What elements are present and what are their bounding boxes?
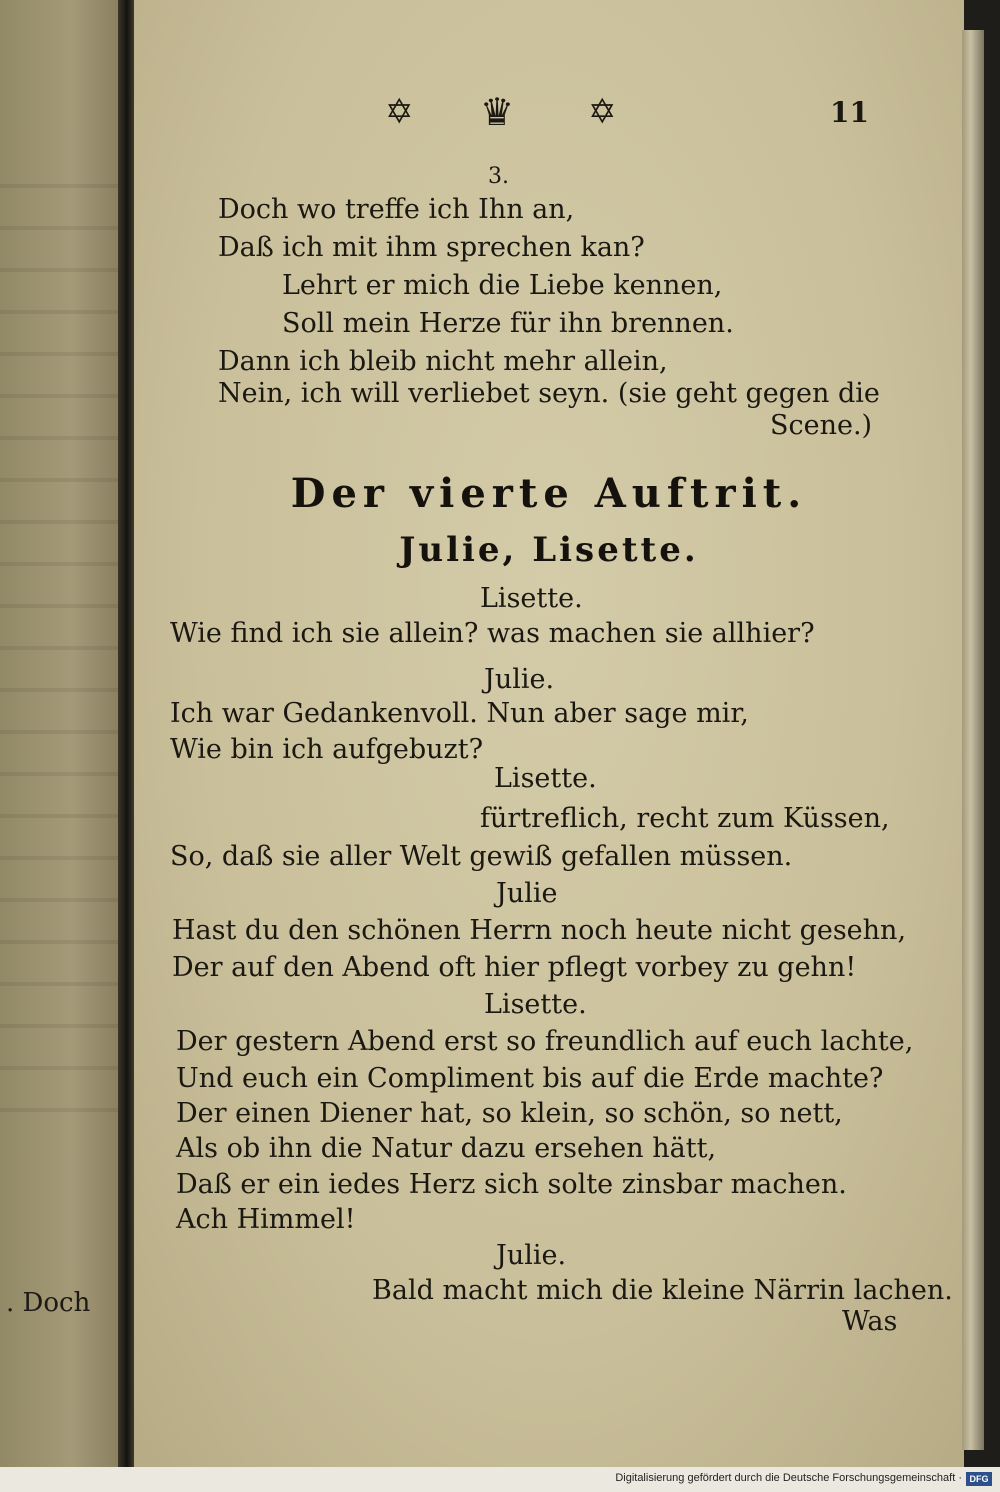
- dialogue-line: Daß er ein iedes Herz sich solte zinsbar machen.: [176, 1169, 847, 1200]
- speaker-name: Julie.: [484, 664, 555, 695]
- dialogue-line: Wie find ich sie allein? was machen sie allhier?: [170, 618, 815, 649]
- dialogue-line: Und euch ein Compliment bis auf die Erde machte?: [176, 1063, 884, 1094]
- dialogue-line: So, daß sie aller Welt gewiß gefallen müssen.: [170, 841, 793, 872]
- verse-line: Doch wo treffe ich Ihn an,: [218, 194, 575, 225]
- speaker-name: Lisette.: [480, 583, 583, 614]
- dialogue-line: Hast du den schönen Herrn noch heute nicht gesehn,: [172, 915, 907, 946]
- speaker-name: Julie.: [496, 1240, 567, 1271]
- footer-bar: [0, 1467, 1000, 1492]
- crown-ornament-icon: ♛: [480, 90, 515, 134]
- left-page-fragment: . Doch: [6, 1288, 91, 1318]
- speaker-name: Lisette.: [494, 763, 597, 794]
- bleed-through-texture: [0, 150, 120, 1150]
- funding-credit: Digitalisierung gefördert durch die Deutsche Forschungsgemeinschaft ·: [615, 1472, 962, 1484]
- dialogue-line: Der auf den Abend oft hier pflegt vorbey zu gehn!: [172, 952, 857, 983]
- dialogue-line: Ich war Gedankenvoll. Nun aber sage mir,: [170, 698, 749, 729]
- page-number: 11: [830, 96, 869, 129]
- verse-line: Lehrt er mich die Liebe kennen,: [282, 270, 723, 301]
- verse-line: Daß ich mit ihm sprechen kan?: [218, 232, 645, 263]
- scene-title: Der vierte Auftrit.: [290, 470, 808, 517]
- dfg-logo-icon: DFG: [966, 1472, 992, 1486]
- dialogue-line: Der gestern Abend erst so freundlich auf euch lachte,: [176, 1026, 914, 1057]
- star-ornament-right-icon: ✡: [588, 92, 617, 132]
- dialogue-line: Wie bin ich aufgebuzt?: [170, 734, 484, 765]
- catchword: Was: [842, 1306, 898, 1337]
- verse-line: Nein, ich will verliebet seyn. (sie geht gegen die: [218, 378, 880, 409]
- dialogue-line: Der einen Diener hat, so klein, so schön, so nett,: [176, 1098, 843, 1129]
- verse-number: 3.: [488, 164, 509, 189]
- dialogue-line: Bald macht mich die kleine Närrin lachen.: [372, 1275, 953, 1306]
- verse-line: Scene.): [770, 410, 873, 441]
- verse-line: Dann ich bleib nicht mehr allein,: [218, 346, 668, 377]
- left-page: [0, 0, 120, 1467]
- page-edge: [962, 30, 984, 1450]
- verse-line: Soll mein Herze für ihn brennen.: [282, 308, 734, 339]
- dialogue-line: Als ob ihn die Natur dazu ersehen hätt,: [176, 1133, 717, 1164]
- star-ornament-left-icon: ✡: [385, 92, 414, 132]
- speaker-name: Julie: [496, 878, 558, 909]
- dialogue-line: Ach Himmel!: [176, 1204, 356, 1235]
- speaker-name: Lisette.: [484, 989, 587, 1020]
- scene-persons: Julie, Lisette.: [399, 530, 699, 570]
- dialogue-line: fürtreflich, recht zum Küssen,: [480, 803, 890, 834]
